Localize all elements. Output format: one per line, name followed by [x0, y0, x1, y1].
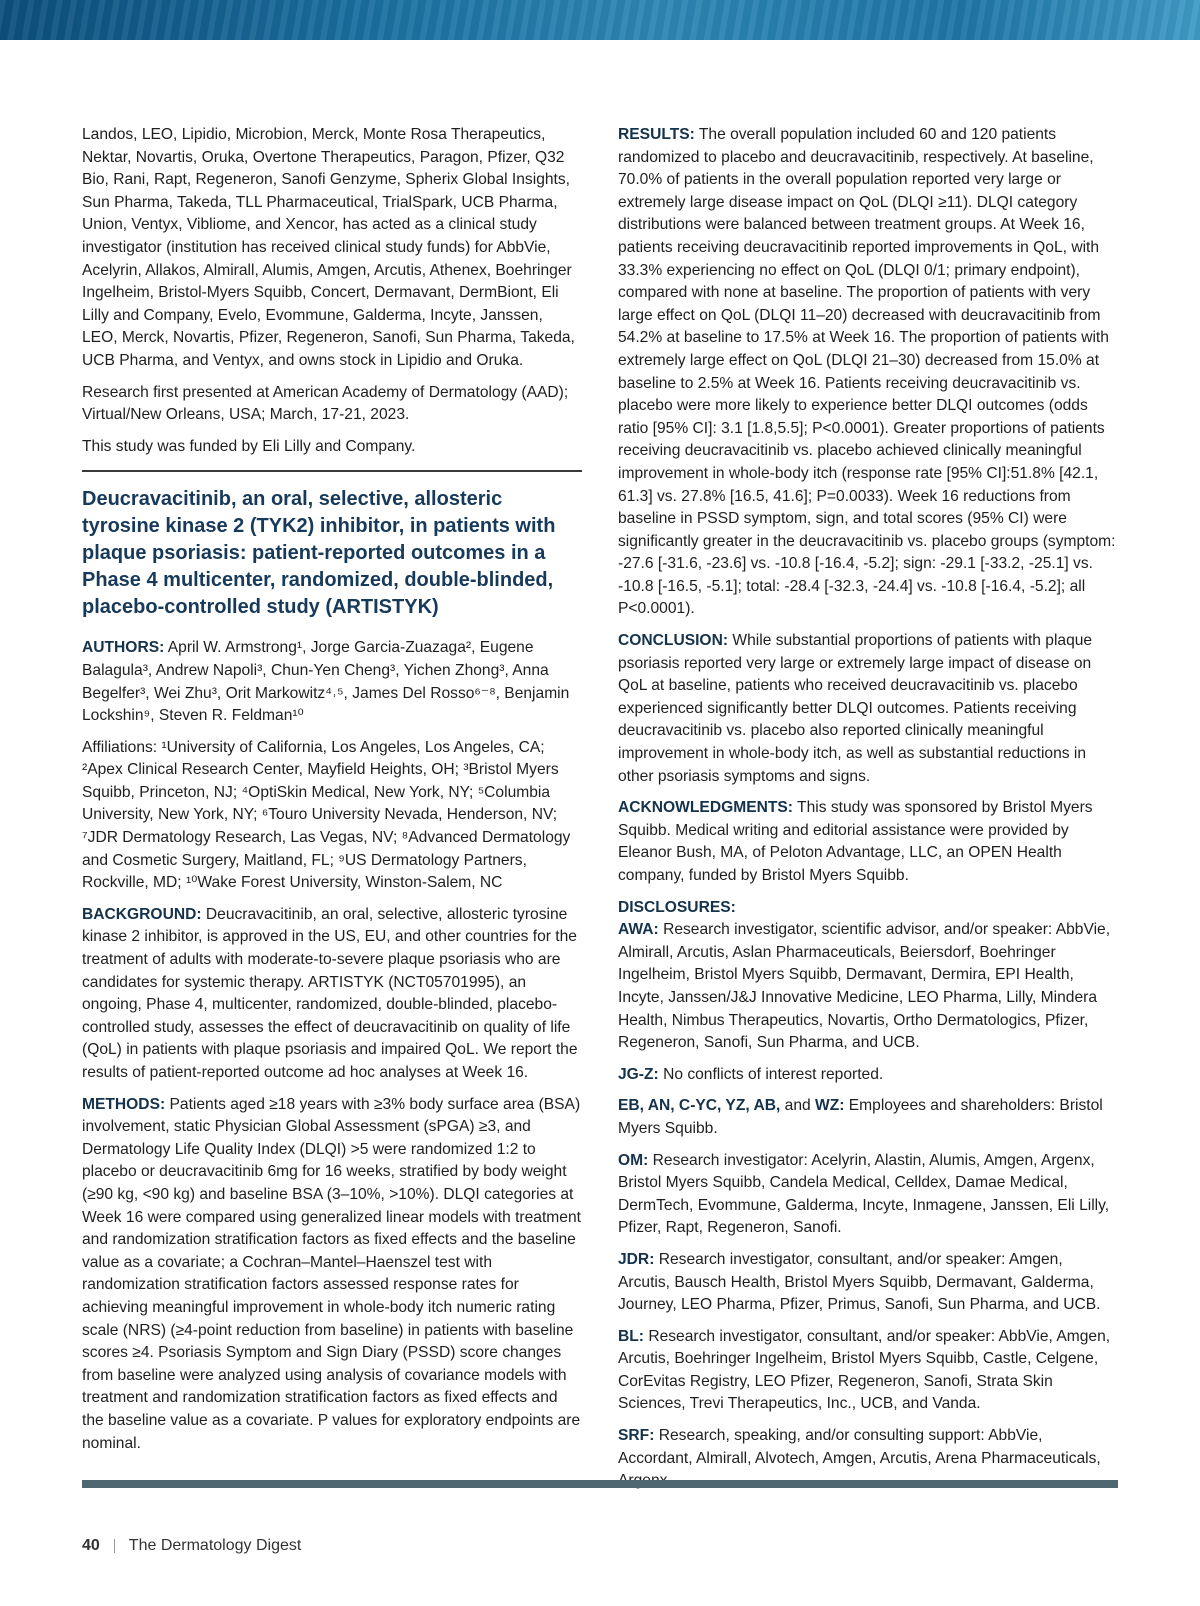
- right-column: [618, 124, 1118, 1502]
- acknowledgments-paragraph: [618, 797, 1118, 887]
- publication-name: The Dermatology Digest: [128, 1537, 302, 1554]
- disclosure-label: SRF:: [618, 1427, 655, 1445]
- conclusion-label: CONCLUSION:: [618, 632, 729, 650]
- results-label: RESULTS:: [618, 126, 695, 143]
- disclosure-label: OM:: [618, 1151, 649, 1169]
- results-paragraph: [618, 124, 1118, 621]
- disclosure-text: Research investigator: Acelyrin, Alastin, Alumis, Amgen, Argenx, Bristol Myers Squibb, Candela Medical, Celldex, Damae Medical, DermTech, Evommune, Galderma, Incyte, Inmagene, Janssen, Eli Lilly, Pfizer, Rapt, Regeneron, Sanofi.: [618, 1151, 1110, 1237]
- disclosure-connector: and: [780, 1097, 815, 1115]
- disclosure-text: Research investigator, scientific advisor, and/or speaker: AbbVie, Almirall, Arcutis, Aslan Pharmaceuticals, Beiersdorf, Boehringer Ingelheim, Bristol Myers Squibb, Dermavant, Dermira, EPI Health, Incyte, Janssen/J&J Innovative Medicine, LEO Pharma, Lilly, Mindera Health, Nimbus Therapeutics, Novartis, Ortho Dermatologics, Pfizer, Regeneron, Sanofi, Sun Pharma, and UCB.: [618, 921, 1111, 1052]
- funding-note: This study was funded by Eli Lilly and Company.: [82, 437, 416, 455]
- header-ocean-banner: [0, 0, 1200, 40]
- disclosure-item: [618, 1095, 1118, 1140]
- disclosure-item: [618, 1249, 1118, 1317]
- disclosure-label: EB, AN, C-YC, YZ, AB,: [618, 1097, 781, 1115]
- disclosures-heading: DISCLOSURES:: [618, 898, 736, 916]
- authors-label: AUTHORS:: [82, 639, 165, 657]
- disclosure-item: [618, 1150, 1118, 1240]
- disclosure-continuation: Landos, LEO, Lipidio, Microbion, Merck, Monte Rosa Therapeutics, Nektar, Novartis, Oruka, Overtone Therapeutics, Paragon, Pfizer, Q32 Bio, Rani, Rapt, Regeneron, Sanofi Genzyme, Spherix Global Insights, Sun Pharma, Takeda, TLL Pharmaceutical, TrialSpark, UCB Pharma, Union, Ventyx, Vibliome, and Xencor, has acted as a clinical study investigator (institution has received clinical study funds) for AbbVie, Acelyrin, Allakos, Almirall, Alumis, Amgen, Arcutis, Athenex, Boehringer Ingelheim, Bristol-Myers Squibb, Concert, Dermavant, DermBiont, Eli Lilly and Company, Evelo, Evommune, Galderma, Incyte, Janssen, LEO, Merck, Novartis, Pfizer, Regeneron, Sanofi, Sun Pharma, Takeda, UCB Pharma, and Ventyx, and owns stock in Lipidio and Oruka.: [82, 126, 575, 369]
- authors-text: April W. Armstrong¹, Jorge Garcia-Zuazaga², Eugene Balagula³, Andrew Napoli³, Chun-Yen Cheng³, Yichen Zhong³, Anna Begelfer³, Wei Zhu³, Orit Markowitz⁴˒⁵, James Del Rosso⁶⁻⁸, Benjamin Lockshin⁹, Steven R. Feldman¹⁰: [82, 639, 570, 725]
- abstract-title: Deucravacitinib, an oral, selective, allosteric tyrosine kinase 2 (TYK2) inhibitor, in patients with plaque psoriasis: patient-reported outcomes in a Phase 4 multicenter, randomized, double-blinded, placebo-controlled study (ARTISTYK): [82, 488, 556, 619]
- left-column: [82, 124, 582, 1464]
- page-footer: [82, 1537, 301, 1555]
- page-number: 40: [82, 1537, 100, 1554]
- disclosure-item: [618, 1326, 1118, 1416]
- methods-label: METHODS:: [82, 1095, 166, 1113]
- disclosure-label: BL:: [618, 1327, 644, 1345]
- background-paragraph: [82, 904, 582, 1085]
- disclosure-label: JG-Z:: [618, 1065, 659, 1083]
- section-divider: [82, 470, 582, 472]
- methods-text: Patients aged ≥18 years with ≥3% body surface area (BSA) involvement, static Physician Global Assessment (sPGA) ≥3, and Dermatology Life Quality Index (DLQI) >5 were randomized 1:2 to placebo or deucravacitinib 6mg for 16 weeks, stratified by body weight (≥90 kg, <90 kg) and baseline BSA (3–10%, >10%). DLQI categories at Week 16 were compared using generalized linear models with treatment and randomization stratification factors as fixed effects and the baseline value as a covariate; a Cochran–Mantel–Haenszel test with randomization stratification factors assessed response rates for achieving meaningful improvement in whole-body itch numeric rating scale (NRS) (≥4-point reduction from baseline) in patients with baseline scores ≥4. Psoriasis Symptom and Sign Diary (PSSD) score changes from baseline were analyzed using analysis of covariance models with treatment and randomization stratification factors as fixed effects and the baseline value as a covariate. P values for exploratory endpoints are nominal.: [82, 1095, 581, 1452]
- background-label: BACKGROUND:: [82, 905, 202, 923]
- methods-paragraph: [82, 1094, 582, 1456]
- acknowledgments-label: ACKNOWLEDGMENTS:: [618, 799, 793, 817]
- footer-rule: [82, 1480, 1118, 1488]
- disclosure-text: No conflicts of interest reported.: [663, 1065, 884, 1083]
- disclosure-label: AWA:: [618, 921, 659, 939]
- disclosure-text: Employees and shareholders: Bristol Myers Squibb.: [618, 1097, 1103, 1137]
- disclosure-text: Research investigator, consultant, and/or speaker: Amgen, Arcutis, Bausch Health, Bristol Myers Squibb, Dermavant, Galderma, Journey, LEO Pharma, Pfizer, Primus, Sanofi, Sun Pharma, and UCB.: [618, 1250, 1101, 1314]
- disclosure-item: [618, 1064, 1118, 1087]
- disclosure-text: Research, speaking, and/or consulting support: AbbVie, Accordant, Almirall, Alvotech, Amgen, Arcutis, Arena Pharmaceuticals,: [618, 1427, 1101, 1467]
- disclosure-text: Research investigator, consultant, and/or speaker: AbbVie, Amgen, Arcutis, Boehringer Ingelheim, Bristol Myers Squibb, Castle, Celgene, CorEvitas Registry, LEO Pfizer, Regeneron, Sanofi, Strata Skin Sciences, Trevi Therapeutics, Inc., UCB, and Vanda.: [618, 1327, 1111, 1413]
- disclosure-label: JDR:: [618, 1250, 655, 1268]
- conclusion-paragraph: [618, 630, 1118, 788]
- acknowledgments-text: This study was sponsored by Bristol Myers Squibb. Medical writing and editorial assistance were provided by Eleanor Bush, MA, of Peloton Advantage, LLC, an OPEN Health company, funded by Bristol Myers Squibb.: [618, 799, 1093, 884]
- disclosure-label: WZ:: [815, 1097, 845, 1115]
- disclosures-section: [618, 897, 1118, 1493]
- results-text: The overall population included 60 and 120 patients randomized to placebo and deucravacitinib, respectively. At baseline, 70.0% of patients in the overall population reported very large or extremely large disease impact on QoL (DLQI ≥11). DLQI category distributions were balanced between treatment groups. At Week 16, patients receiving deucravacitinib reported improvements in QoL, with 33.3% experiencing no effect on QoL (DLQI 0/1; primary endpoint), compared with none at baseline. The proportion of patients with very large effect on QoL (DLQI 11–20) decreased with deucravacitinib from 54.2% at baseline to 17.5% at Week 16. The proportion of patients with extremely large effect on QoL (DLQI 21–30) decreased from 15.0% at baseline to 2.5% at Week 16. Patients receiving deucravacitinib vs. placebo were more likely to experience better DLQI outcomes (odds ratio [95% CI]: 3.1 [1.8,5.5]; P<0.0001). Greater proportions of patients receiving deucravacitinib vs. placebo achieved clinically meaningful improvement in whole-body itch (response rate [95% CI]:51.8% [42.1, 61.3] vs. 27.8% [16.5, 41.6]; P=0.0033). Week 16 reductions from baseline in PSSD symptom, sign, and total scores (95% CI) were significantly greater in the deucravacitinib vs. placebo groups (symptom: -27.6 [-31.6, -23.6] vs. -10.8 [-16.4, -5.2]; sign: -29.1 [-33.2, -25.1] vs. -10.8 [-16.5, -5.1]; total: -28.4 [-32.3, -24.4] vs. -10.8 [-16.4, -5.2]; all P<0.0001).: [618, 126, 1116, 618]
- footer-separator: [114, 1539, 115, 1553]
- presented-note: Research first presented at American Academy of Dermatology (AAD); Virtual/New Orleans, USA; March, 17-21, 2023.: [82, 383, 569, 424]
- authors-paragraph: [82, 637, 582, 727]
- conclusion-text: While substantial proportions of patients with plaque psoriasis reported very large or extremely large impact of disease on QoL at baseline, patients who received deucravacitinib vs. placebo experienced significantly better DLQI outcomes. Patients receiving deucravacitinib vs. placebo also reported clinically meaningful improvement in whole-body itch, as well as substantial reductions in other psoriasis symptoms and signs.: [618, 632, 1093, 785]
- disclosure-item: [618, 919, 1118, 1055]
- affiliations-paragraph: Affiliations: ¹University of California, Los Angeles, Los Angeles, CA; ²Apex Clinical Research Center, Mayfield Heights, OH; ³Bristol Myers Squibb, Princeton, NJ; ⁴OptiSkin Medical, New York, NY; ⁵Columbia University, New York, NY; ⁶Touro University Nevada, Henderson, NV; ⁷JDR Dermatology Research, Las Vegas, NV; ⁸Advanced Dermatology and Cosmetic Surgery, Maitland, FL; ⁹US Dermatology Partners, Rockville, MD; ¹⁰Wake Forest University, Winston-Salem, NC: [82, 738, 571, 892]
- background-text: Deucravacitinib, an oral, selective, allosteric tyrosine kinase 2 inhibitor, is approved in the US, EU, and other countries for the treatment of adults with moderate-to-severe plaque psoriasis who are candidates for systemic therapy. ARTISTYK (NCT05701995), an ongoing, Phase 4, multicenter, randomized, double-blinded, placebo-controlled study, assesses the effect of deucravacitinib on quality of life (QoL) in patients with plaque psoriasis and impaired QoL. We report the results of patient-reported outcome ad hoc analyses at Week 16.: [82, 905, 578, 1081]
